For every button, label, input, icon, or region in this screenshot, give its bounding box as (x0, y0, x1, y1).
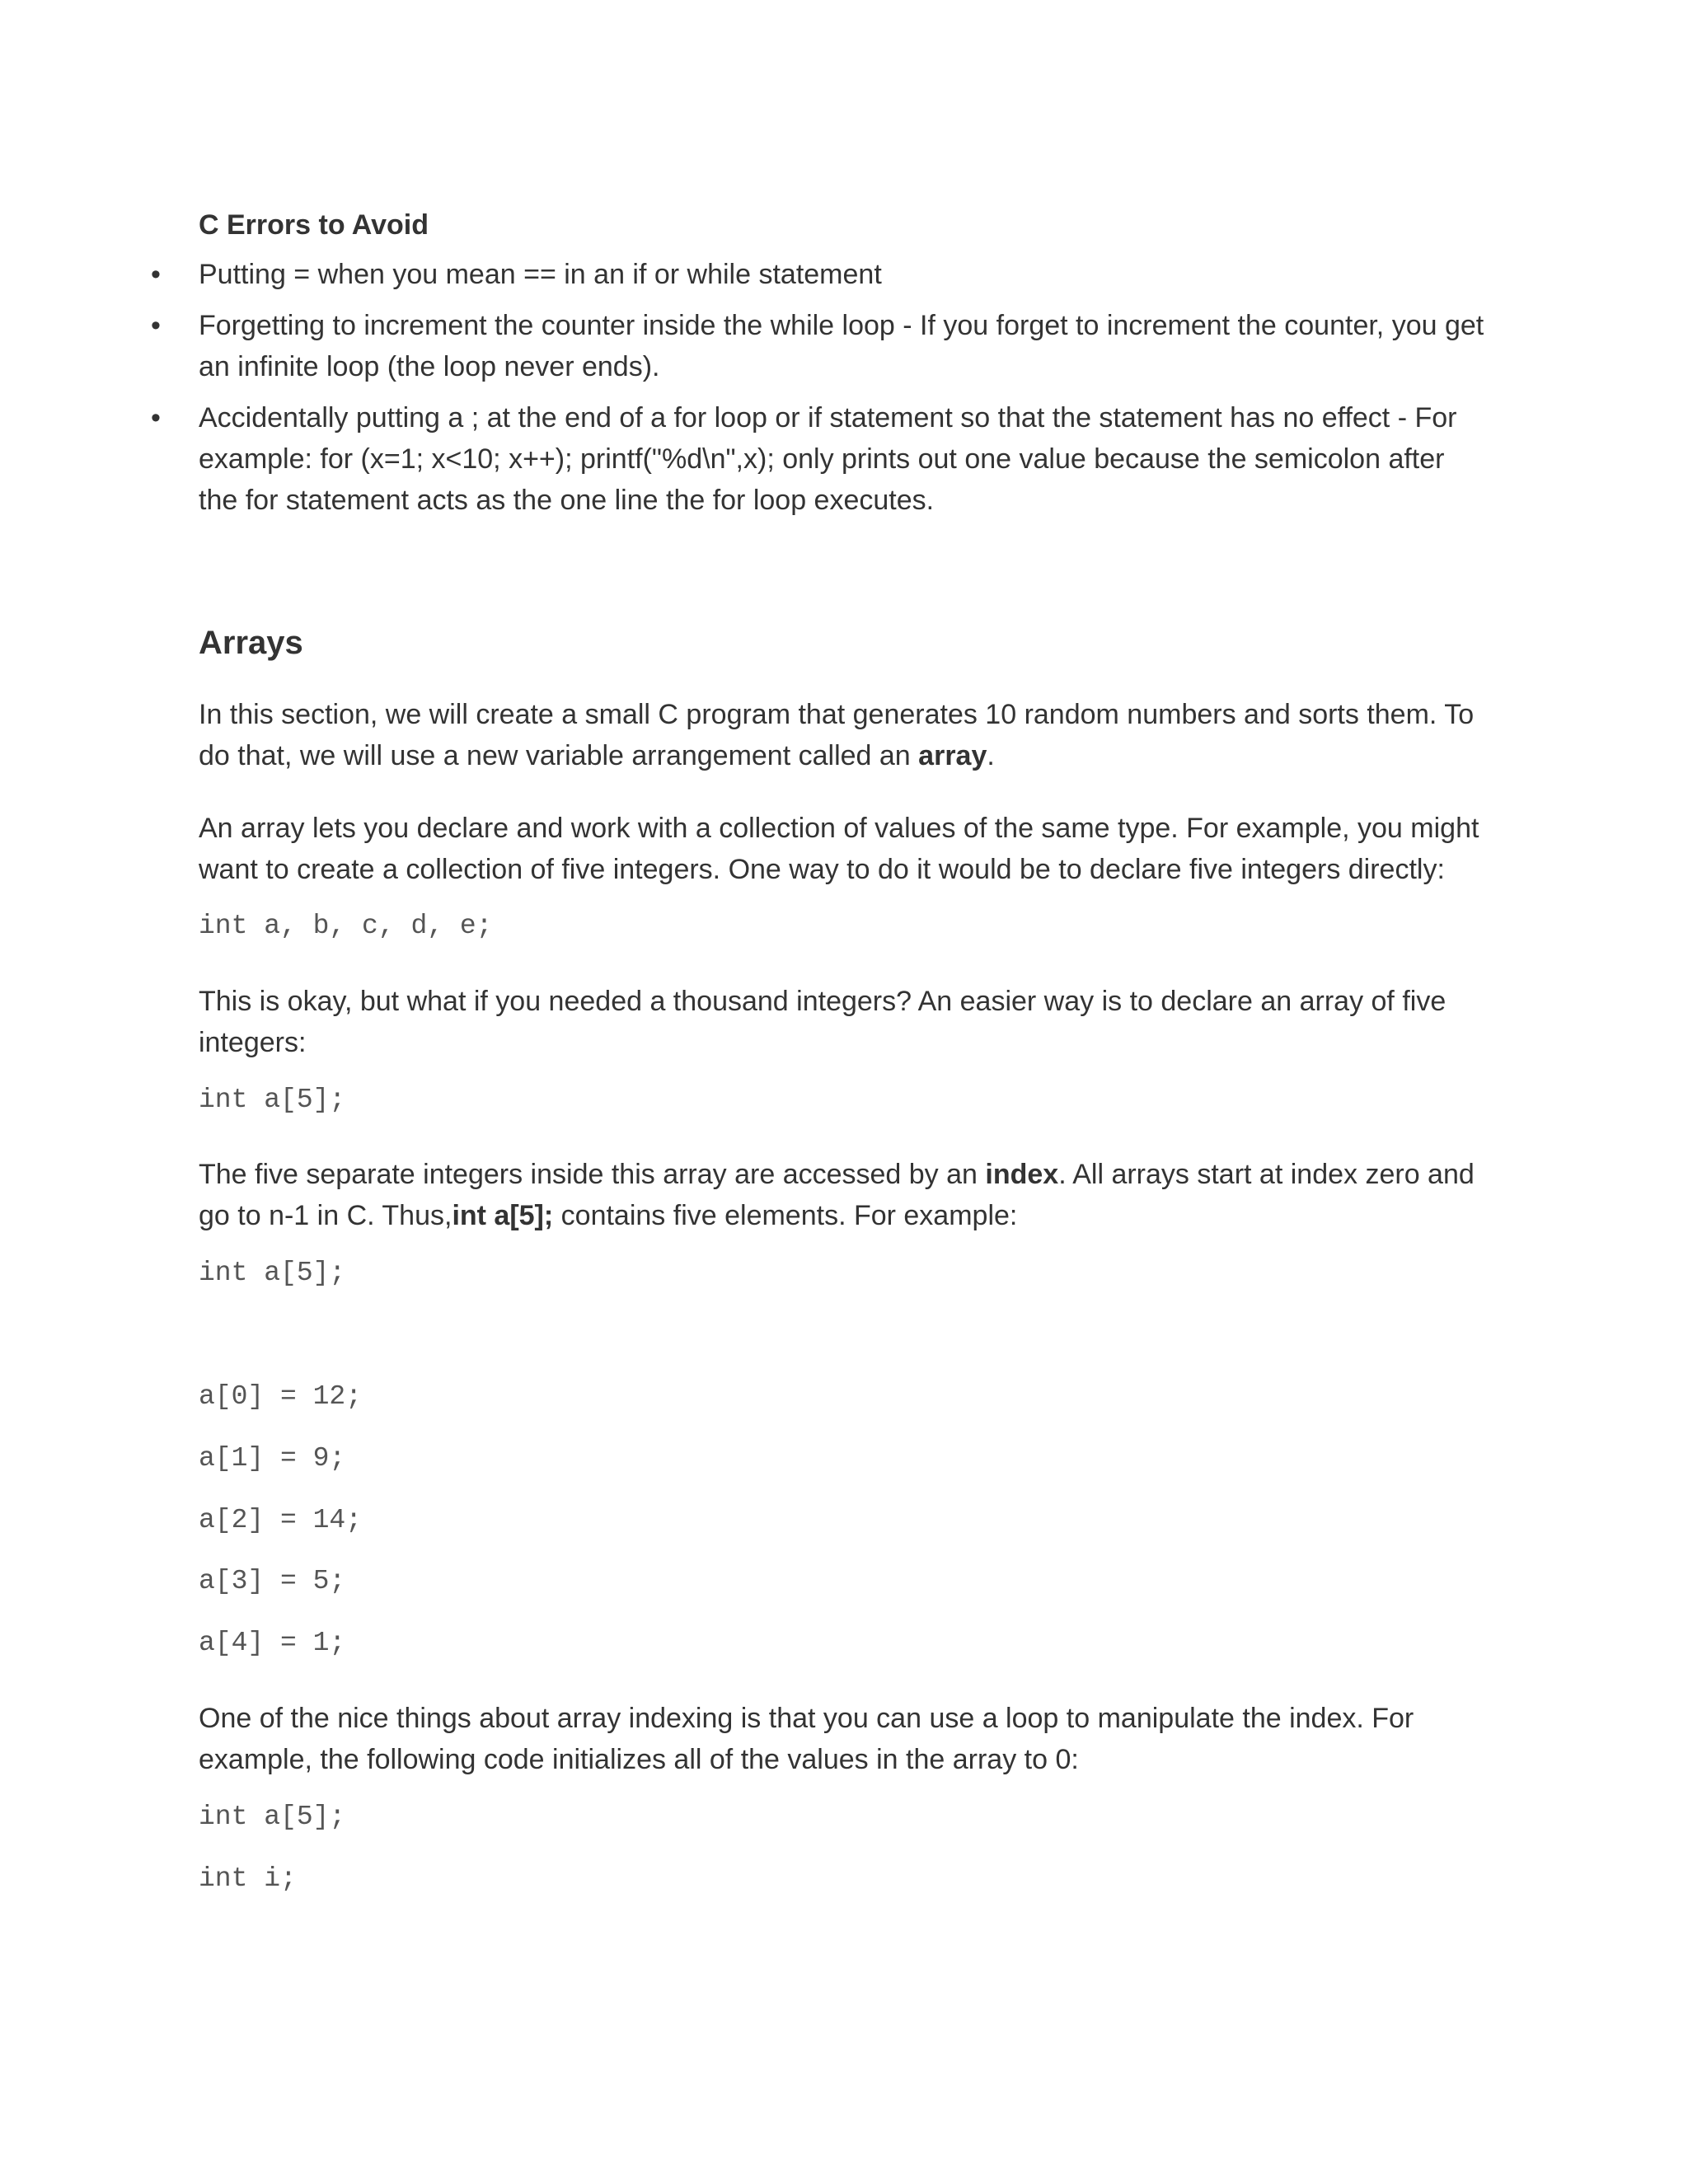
code-line: a[2] = 14; (199, 1505, 363, 1535)
arrays-heading: Arrays (199, 625, 303, 661)
code-line: int a[5]; (199, 1258, 346, 1288)
index-text-end: contains five elements. For example: (553, 1200, 1018, 1231)
list-item-text: Accidentally putting a ; at the end of a for loop or if statement so that the statement has no effect - For example: for (x=1; x<10; x++); printf("%d\n",x); only prints out one value because the semicolon after the for statement acts as the one line the for loop executes. (199, 402, 1457, 516)
intro-text: In this section, we will create a small C program that generates 10 random numbers and sorts them. To do that, we will use a new variable arrangement called an (199, 699, 1475, 771)
code-line: a[1] = 9; (199, 1443, 346, 1474)
list-item (151, 397, 1484, 521)
loop-paragraph: One of the nice things about array indexing is that you can use a loop to manipulate the index. For example, the following code initializes all of the values in the array to 0: (199, 1703, 1414, 1775)
index-bold-term: index (985, 1159, 1059, 1190)
array-explanation-paragraph: An array lets you declare and work with a collection of values of the same type. For example, you might want to create a collection of five integers. One way to do it would be to declare five integers directly: (199, 813, 1479, 885)
code-line: int i; (199, 1863, 297, 1894)
bullet-icon: • (151, 402, 161, 434)
code-line: a[0] = 12; (199, 1381, 363, 1412)
thousand-integers-paragraph: This is okay, but what if you needed a thousand integers? An easier way is to declare an array of five integers: (199, 986, 1447, 1058)
code-line: a[4] = 1; (199, 1628, 346, 1658)
declaration-bold-term: int a[5]; (452, 1200, 554, 1231)
list-item (151, 254, 1484, 295)
index-paragraph (199, 1154, 1484, 1236)
code-line: int a[5]; (199, 1085, 346, 1115)
errors-list (151, 254, 1484, 531)
index-text-mid: . All arrays start at index zero and go to n-1 in C. Thus, (199, 1159, 1475, 1231)
bullet-icon: • (151, 259, 161, 290)
list-item-text: Putting = when you mean == in an if or while statement (199, 259, 882, 290)
list-item (151, 305, 1484, 387)
intro-bold-term: array (918, 740, 987, 771)
index-text: The five separate integers inside this array are accessed by an (199, 1159, 986, 1190)
bullet-icon: • (151, 310, 161, 341)
errors-heading: C Errors to Avoid (199, 209, 429, 241)
list-item-text: Forgetting to increment the counter inside the while loop - If you forget to increment the counter, you get an infinite loop (the loop never ends). (199, 310, 1484, 382)
intro-text-end: . (987, 740, 995, 771)
code-line: int a[5]; (199, 1802, 346, 1832)
code-line: a[3] = 5; (199, 1566, 346, 1596)
code-line: int a, b, c, d, e; (199, 911, 493, 941)
arrays-intro-paragraph (199, 694, 1484, 776)
